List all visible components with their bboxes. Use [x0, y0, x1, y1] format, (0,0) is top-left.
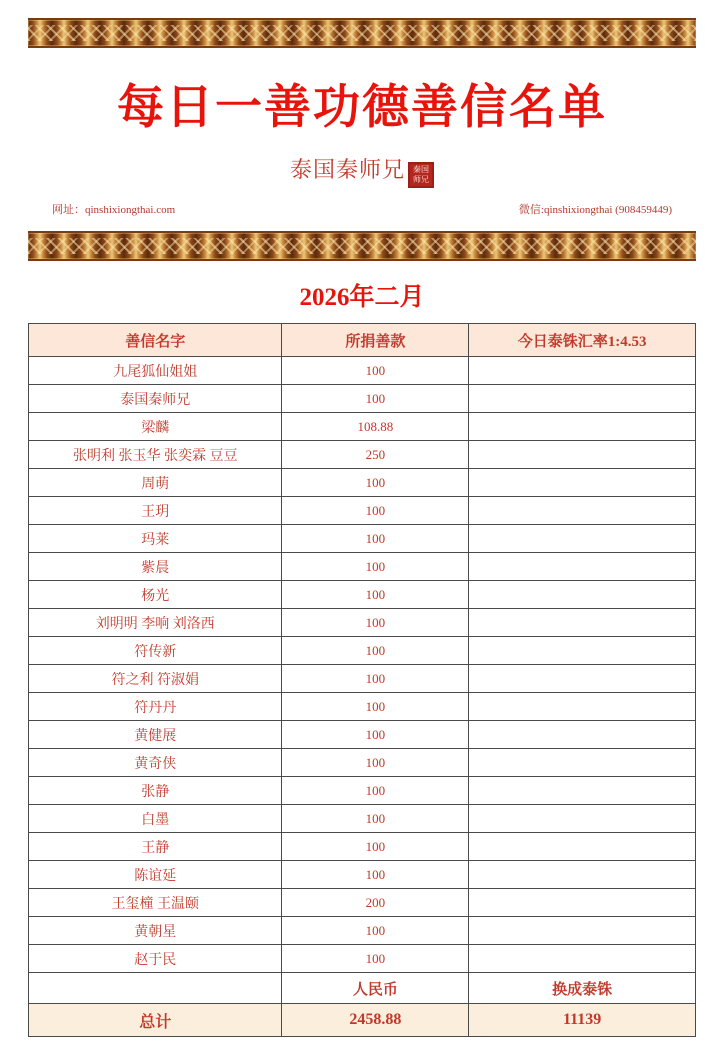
donor-name-cell: 黄朝星: [29, 917, 282, 945]
donor-name-cell: 黄健展: [29, 721, 282, 749]
page-title: 每日一善功德善信名单: [117, 82, 607, 134]
website-label: 网址：qinshixiongthai.com: [52, 204, 176, 216]
table-row: [29, 693, 696, 721]
donation-amount-cell: 100: [282, 693, 469, 721]
donor-name-cell: 符之利 符淑娟: [29, 665, 282, 693]
table-row: [29, 749, 696, 777]
donor-name-cell: 陈谊延: [29, 861, 282, 889]
donation-amount-cell: 100: [282, 553, 469, 581]
currency-name-cell: [29, 973, 282, 1004]
table-row: [29, 637, 696, 665]
table-row: [29, 917, 696, 945]
donation-amount-cell: 100: [282, 665, 469, 693]
table-row: [29, 833, 696, 861]
donor-name-cell: 玛莱: [29, 525, 282, 553]
rate-cell: [469, 581, 696, 609]
total-thb-cell: 11139: [469, 1004, 696, 1037]
donor-name-cell: 黄奇侠: [29, 749, 282, 777]
rate-cell: [469, 805, 696, 833]
table-row: [29, 385, 696, 413]
column-header-name: 善信名字: [29, 324, 282, 357]
donation-amount-cell: 100: [282, 525, 469, 553]
table-row: [29, 777, 696, 805]
rate-cell: [469, 693, 696, 721]
total-label-cell: 总计: [29, 1004, 282, 1037]
currency-label-row: [29, 973, 696, 1004]
table-row: [29, 889, 696, 917]
donation-amount-cell: 100: [282, 917, 469, 945]
donation-amount-cell: 100: [282, 357, 469, 385]
table-row: [29, 665, 696, 693]
month-title: 2026年二月: [299, 284, 425, 311]
donor-name-cell: 张明利 张玉华 张奕霖 豆豆: [29, 441, 282, 469]
table-row: [29, 721, 696, 749]
table-header-row: [29, 324, 696, 357]
table-row: [29, 945, 696, 973]
subtitle-row: [28, 153, 696, 187]
table-row: [29, 441, 696, 469]
rate-cell: [469, 609, 696, 637]
donation-amount-cell: 100: [282, 581, 469, 609]
table-body: [29, 357, 696, 1037]
seal-stamp-icon: 秦国 师兄: [408, 162, 434, 188]
contact-meta-row: [28, 201, 696, 217]
total-rmb-cell: 2458.88: [282, 1004, 469, 1037]
donor-name-cell: 白墨: [29, 805, 282, 833]
table-row: [29, 469, 696, 497]
donor-name-cell: 赵于民: [29, 945, 282, 973]
rate-cell: [469, 833, 696, 861]
donation-amount-cell: 200: [282, 889, 469, 917]
currency-rmb-cell: 人民币: [282, 973, 469, 1004]
donation-amount-cell: 100: [282, 945, 469, 973]
table-row: [29, 497, 696, 525]
donor-name-cell: 符传新: [29, 637, 282, 665]
donation-amount-cell: 100: [282, 637, 469, 665]
donation-amount-cell: 100: [282, 805, 469, 833]
rate-cell: [469, 945, 696, 973]
rate-cell: [469, 357, 696, 385]
rate-cell: [469, 525, 696, 553]
rate-cell: [469, 665, 696, 693]
wechat-label: 微信:qinshixiongthai (908459449): [518, 204, 672, 216]
rate-cell: [469, 413, 696, 441]
donation-table: [28, 323, 696, 1037]
rate-cell: [469, 749, 696, 777]
donation-amount-cell: 100: [282, 385, 469, 413]
donation-amount-cell: 100: [282, 609, 469, 637]
donation-amount-cell: 100: [282, 497, 469, 525]
total-row: [29, 1004, 696, 1037]
donor-name-cell: 王玺橦 王温颐: [29, 889, 282, 917]
donor-name-cell: 张静: [29, 777, 282, 805]
rate-cell: [469, 889, 696, 917]
subtitle: 泰国秦师兄: [289, 157, 405, 182]
rate-cell: [469, 441, 696, 469]
table-row: [29, 553, 696, 581]
donor-name-cell: 刘明明 李响 刘洛西: [29, 609, 282, 637]
donation-amount-cell: 250: [282, 441, 469, 469]
rate-cell: [469, 637, 696, 665]
rate-cell: [469, 553, 696, 581]
rate-cell: [469, 777, 696, 805]
donation-amount-cell: 108.88: [282, 413, 469, 441]
donor-name-cell: 九尾狐仙姐姐: [29, 357, 282, 385]
ornamental-border-middle: [28, 231, 696, 261]
rate-cell: [469, 385, 696, 413]
rate-cell: [469, 497, 696, 525]
rate-cell: [469, 861, 696, 889]
donation-amount-cell: 100: [282, 721, 469, 749]
donor-name-cell: 王静: [29, 833, 282, 861]
table-row: [29, 525, 696, 553]
donor-name-cell: 王玥: [29, 497, 282, 525]
column-header-amount: 所捐善款: [282, 324, 469, 357]
table-row: [29, 581, 696, 609]
donor-name-cell: 杨光: [29, 581, 282, 609]
donor-name-cell: 泰国秦师兄: [29, 385, 282, 413]
donation-amount-cell: 100: [282, 861, 469, 889]
donation-amount-cell: 100: [282, 833, 469, 861]
column-header-rate: 今日泰铢汇率1:4.53: [469, 324, 696, 357]
table-row: [29, 805, 696, 833]
table-row: [29, 609, 696, 637]
table-row: [29, 861, 696, 889]
rate-cell: [469, 917, 696, 945]
donor-name-cell: 紫晨: [29, 553, 282, 581]
donor-name-cell: 周萌: [29, 469, 282, 497]
document-page: [0, 18, 724, 1042]
donation-amount-cell: 100: [282, 749, 469, 777]
donation-amount-cell: 100: [282, 777, 469, 805]
table-row: [29, 413, 696, 441]
currency-thb-cell: 换成泰铢: [469, 973, 696, 1004]
rate-cell: [469, 469, 696, 497]
rate-cell: [469, 721, 696, 749]
donor-name-cell: 梁麟: [29, 413, 282, 441]
table-row: [29, 357, 696, 385]
donation-amount-cell: 100: [282, 469, 469, 497]
donor-name-cell: 符丹丹: [29, 693, 282, 721]
ornamental-border-top: [28, 18, 696, 48]
